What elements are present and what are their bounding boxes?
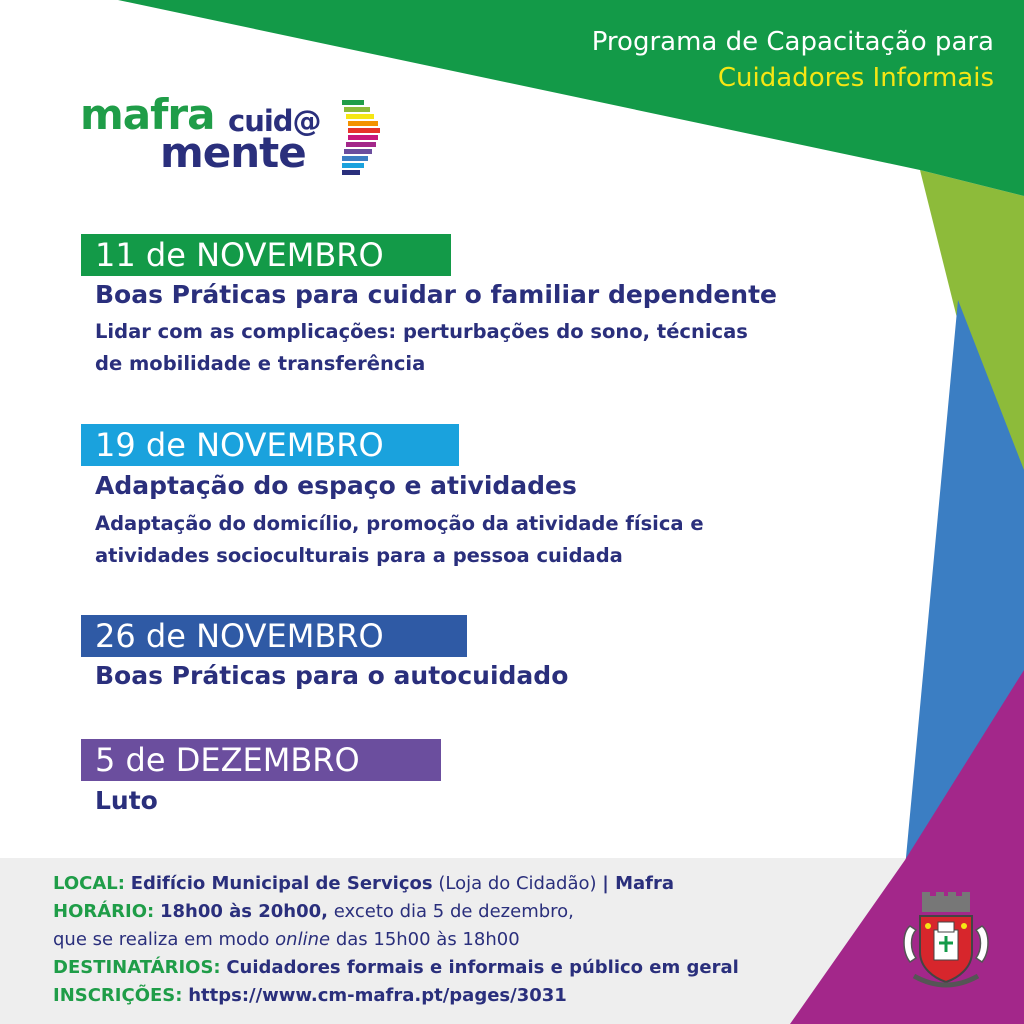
info-key: DESTINATÁRIOS: [53, 957, 221, 978]
session-date-tag: 26 de NOVEMBRO [81, 615, 467, 657]
event-info [53, 870, 739, 1010]
session-date-tag: 11 de NOVEMBRO [81, 234, 451, 276]
info-horario [53, 898, 739, 926]
info-value: Cuidadores formais e informais e público em geral [226, 957, 739, 978]
info-horario-line2 [53, 926, 739, 954]
info-destinatarios [53, 954, 739, 982]
info-value: exceto dia 5 de dezembro, [333, 901, 574, 922]
session-description: Adaptação do domicílio, promoção da atividade física e [95, 512, 704, 535]
header-line2: Cuidadores Informais [717, 63, 994, 93]
rainbow-head-icon [342, 90, 382, 190]
info-value: das 15h00 às 18h00 [335, 929, 520, 950]
session-title: Luto [95, 786, 158, 815]
logo-cuid: cuid@ [228, 104, 321, 138]
info-value: Edifício Municipal de Serviços [130, 873, 433, 894]
info-value: 18h00 às 20h00, [159, 901, 329, 922]
info-value: que se realiza em modo [53, 929, 270, 950]
info-inscricoes [53, 982, 739, 1010]
municipal-crest-icon [898, 892, 994, 992]
session-date-tag: 19 de NOVEMBRO [81, 424, 459, 466]
logo-mente: mente [160, 128, 306, 177]
info-local [53, 870, 739, 898]
info-value: | Mafra [602, 873, 675, 894]
session-title: Boas Práticas para cuidar o familiar dependente [95, 280, 777, 309]
info-key: HORÁRIO: [53, 901, 155, 922]
session-description: de mobilidade e transferência [95, 352, 426, 375]
mafra-cuidamente-logo [80, 90, 380, 200]
session-description: atividades socioculturais para a pessoa cuidada [95, 544, 623, 567]
session-date-tag: 5 de DEZEMBRO [81, 739, 441, 781]
session-description: Lidar com as complicações: perturbações do sono, técnicas [95, 320, 748, 343]
info-value: online [275, 929, 331, 950]
info-key: LOCAL: [53, 873, 125, 894]
session-title: Adaptação do espaço e atividades [95, 471, 577, 500]
info-value: (Loja do Cidadão) [438, 873, 597, 894]
logo-mafra: mafra [80, 90, 215, 139]
program-header [592, 24, 994, 96]
info-key: INSCRIÇÕES: [53, 985, 183, 1006]
header-line1: Programa de Capacitação para [591, 27, 994, 57]
registration-link[interactable]: https://www.cm-mafra.pt/pages/3031 [188, 985, 567, 1006]
session-title: Boas Práticas para o autocuidado [95, 661, 569, 690]
